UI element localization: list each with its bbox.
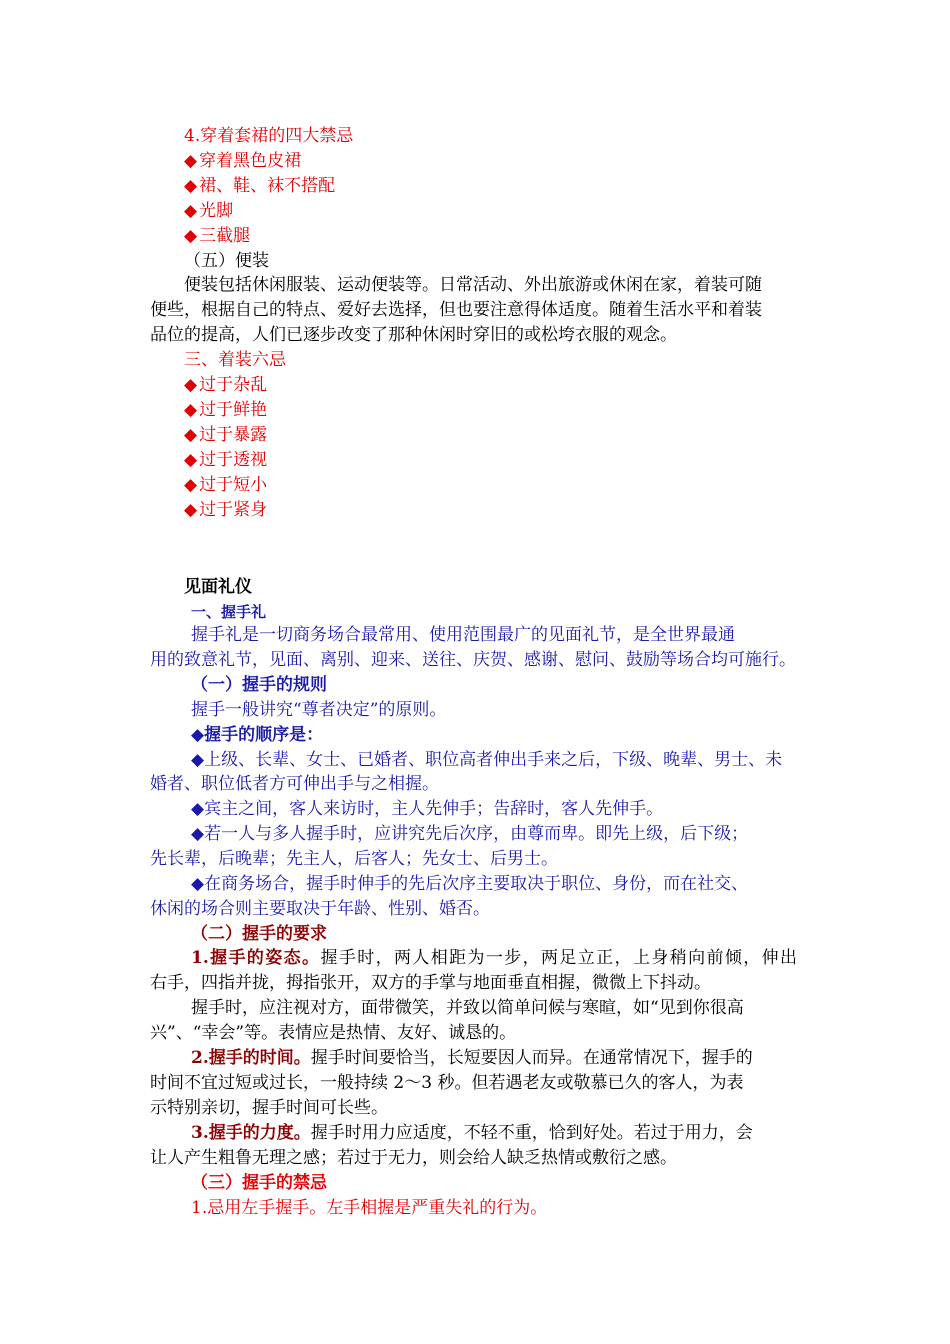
subsection-title: （一）握手的规则 xyxy=(191,675,327,695)
list-item: ◆ 过于短小 xyxy=(184,475,268,495)
subsection-title: （二）握手的要求 xyxy=(191,924,327,944)
paragraph-line: 1.握手的姿态。握手时，两人相距为一步，两足立正，上身稍向前倾，伸出 xyxy=(191,948,798,968)
list-item: 休闲的场合则主要取决于年龄、性别、婚否。 xyxy=(150,899,490,919)
diamond-icon: ◆ xyxy=(184,151,198,171)
diamond-icon: ◆ xyxy=(184,375,198,395)
section-title: （五）便装 xyxy=(184,251,269,271)
paragraph-line: 3.握手的力度。握手时用力应适度，不轻不重，恰到好处。若过于用力，会 xyxy=(191,1123,753,1143)
list-item: ◆在商务场合，握手时伸手的先后次序主要取决于职位、身份，而在社交、 xyxy=(191,874,749,894)
diamond-icon: ◆ xyxy=(184,450,198,470)
paragraph-line: 用的致意礼节，见面、离别、迎来、送往、庆贺、感谢、慰问、鼓励等场合均可施行。 xyxy=(150,650,796,670)
diamond-icon: ◆ xyxy=(184,400,198,420)
paragraph-line: 右手，四指并拢，拇指张开，双方的手掌与地面垂直相握，微微上下抖动。 xyxy=(150,973,711,993)
diamond-icon: ◆ xyxy=(184,201,198,221)
subsection-title: 一、握手礼 xyxy=(191,603,267,621)
paragraph-line: 品位的提高，人们已逐步改变了那种休闲时穿旧的或松垮衣服的观念。 xyxy=(150,325,677,345)
list-item: ◆ 过于鲜艳 xyxy=(184,400,268,420)
list-item: 先长辈，后晚辈；先主人，后客人；先女士、后男士。 xyxy=(150,849,558,869)
paragraph-line: 2.握手的时间。握手时间要恰当，长短要因人而异。在通常情况下，握手的 xyxy=(191,1048,753,1068)
list-item: ◆ 裙、鞋、袜不搭配 xyxy=(184,176,336,196)
paragraph-line: 让人产生粗鲁无理之感；若过于无力，则会给人缺乏热情或敷衍之感。 xyxy=(150,1148,677,1168)
list-item: ◆ 过于透视 xyxy=(184,450,268,470)
list-item: ◆ 过于杂乱 xyxy=(184,375,268,395)
paragraph-line: 示特别亲切，握手时间可长些。 xyxy=(150,1098,388,1118)
paragraph-line: 1.忌用左手握手。左手相握是严重失礼的行为。 xyxy=(191,1198,548,1218)
paragraph-line: 兴”、“幸会”等。表情应是热情、友好、诚恳的。 xyxy=(150,1023,517,1043)
paragraph-line: 握手一般讲究“尊者决定”的原则。 xyxy=(191,700,447,720)
list-heading: ◆握手的顺序是： xyxy=(191,725,324,745)
section-title: 4.穿着套裙的四大禁忌 xyxy=(184,126,354,146)
diamond-icon: ◆ xyxy=(184,475,198,495)
paragraph-line: 时间不宜过短或过长，一般持续 2～3 秒。但若遇老友或敬慕已久的客人，为表 xyxy=(150,1073,744,1093)
diamond-icon: ◆ xyxy=(184,425,198,445)
list-item: ◆ 三截腿 xyxy=(184,226,251,246)
diamond-icon: ◆ xyxy=(184,176,198,196)
paragraph-line: 握手时，应注视对方，面带微笑，并致以简单问候与寒暄，如“见到你很高 xyxy=(191,998,744,1018)
list-item: ◆若一人与多人握手时，应讲究先后次序，由尊而卑。即先上级，后下级； xyxy=(191,824,749,844)
list-item: ◆上级、长辈、女士、已婚者、职位高者伸出手来之后，下级、晚辈、男士、未 xyxy=(191,750,783,770)
diamond-icon: ◆ xyxy=(184,226,198,246)
section-title: 三、着装六忌 xyxy=(184,350,286,370)
paragraph-line: 便装包括休闲服装、运动便装等。日常活动、外出旅游或休闲在家，着装可随 xyxy=(184,275,762,295)
list-item: ◆宾主之间，客人来访时，主人先伸手；告辞时，客人先伸手。 xyxy=(191,799,664,819)
list-item: ◆ 光脚 xyxy=(184,201,234,221)
paragraph-line: 握手礼是一切商务场合最常用、使用范围最广的见面礼节，是全世界最通 xyxy=(191,625,735,645)
list-item: ◆ 过于暴露 xyxy=(184,425,268,445)
list-item: ◆ 穿着黑色皮裙 xyxy=(184,151,302,171)
subsection-title: （三）握手的禁忌 xyxy=(191,1173,327,1193)
page-heading: 见面礼仪 xyxy=(184,577,252,597)
diamond-icon: ◆ xyxy=(184,500,198,520)
paragraph-line: 便些，根据自己的特点、爱好去选择，但也要注意得体适度。随着生活水平和着装 xyxy=(150,300,762,320)
list-item: 婚者、职位低者方可伸出手与之相握。 xyxy=(150,774,439,794)
list-item: ◆ 过于紧身 xyxy=(184,500,268,520)
